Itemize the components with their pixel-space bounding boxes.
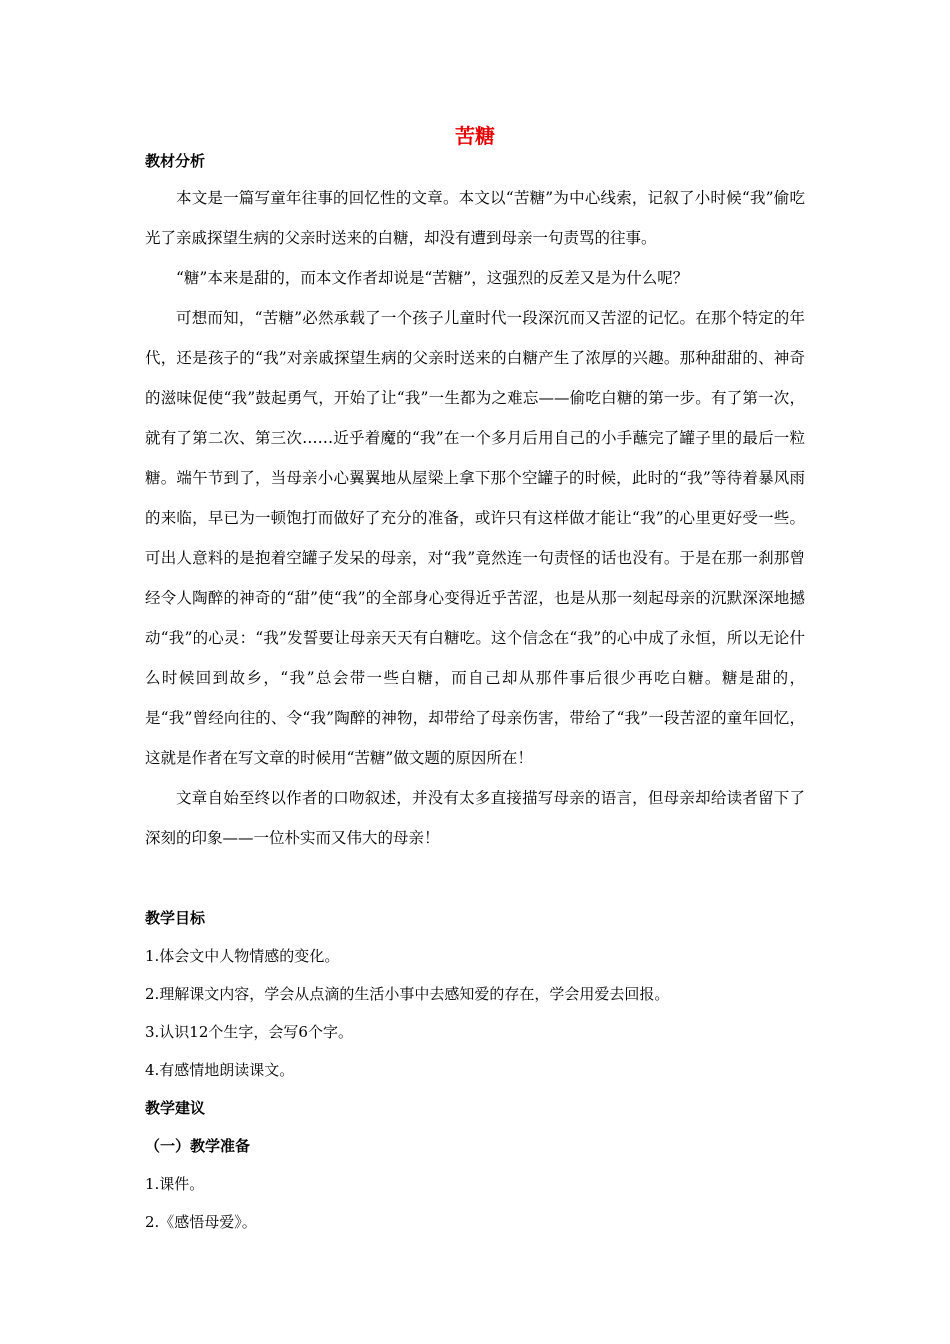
prep-item: 2.《感悟母爱》。	[145, 1213, 257, 1231]
paragraph: 可想而知，“苦糖”必然承载了一个孩子儿童时代一段深沉而又苦涩的记忆。在那个特定的年代，还是孩子的“我”对亲戚探望生病的父亲时送来的白糖产生了浓厚的兴趣。那种甜甜的、神奇的滋味促使“我”鼓起勇气，开始了让“我”一生都为之难忘——偷吃白糖的第一步。有了第一次，就有了第二次、第三次……近乎着魔的“我”在一个多月后用自己的小手蘸完了罐子里的最后一粒糖。端午节到了，当母亲小心翼翼地从屋梁上拿下那个空罐子的时候，此时的“我”等待着暴风雨的来临，早已为一顿饱打而做好了充分的准备，或许只有这样做才能让“我”的心里更好受一些。可出人意料的是抱着空罐子发呆的母亲，对“我”竟然连一句责怪的话也没有。于是在那一刹那曾经令人陶醉的神奇的“甜”使“我”的全部身心变得近乎苦涩，也是从那一刻起母亲的沉默深深地撼动“我”的心灵：“我”发誓要让母亲天天有白糖吃。这个信念在“我”的心中成了永恒，所以无论什么时候回到故乡，“我”总会带一些白糖，而自己却从那件事后很少再吃白糖。糖是甜的，是“我”曾经向往的、令“我”陶醉的神物，却带给了母亲伤害，带给了“我”一段苦涩的童年回忆，这就是作者在写文章的时候用“苦糖”做文题的原因所在！	[145, 309, 805, 767]
goal-item: 2.理解课文内容，学会从点滴的生活小事中去感知爱的存在，学会用爱去回报。	[145, 985, 670, 1003]
section-heading-suggestions: 教学建议	[145, 1099, 206, 1117]
goal-item: 4.有感情地朗读课文。	[145, 1061, 295, 1079]
section-heading-goals: 教学目标	[145, 909, 206, 927]
document-title: 苦糖	[455, 124, 495, 148]
subsection-heading-prep: （一）教学准备	[145, 1137, 251, 1155]
paragraph: “糖”本来是甜的，而本文作者却说是“苦糖”，这强烈的反差又是为什么呢？	[176, 269, 689, 287]
goal-item: 3.认识12个生字，会写6个字。	[145, 1023, 353, 1041]
paragraph: 本文是一篇写童年往事的回忆性的文章。本文以“苦糖”为中心线索，记叙了小时候“我”偷吃光了亲戚探望生病的父亲时送来的白糖，却没有遭到母亲一句责骂的往事。	[145, 189, 805, 247]
paragraph: 文章自始至终以作者的口吻叙述，并没有太多直接描写母亲的语言，但母亲却给读者留下了深刻的印象——一位朴实而又伟大的母亲！	[145, 789, 805, 847]
prep-item: 1.课件。	[145, 1175, 205, 1193]
section-heading-analysis: 教材分析	[145, 152, 206, 170]
analysis-body	[145, 178, 805, 858]
goal-item: 1.体会文中人物情感的变化。	[145, 947, 340, 965]
